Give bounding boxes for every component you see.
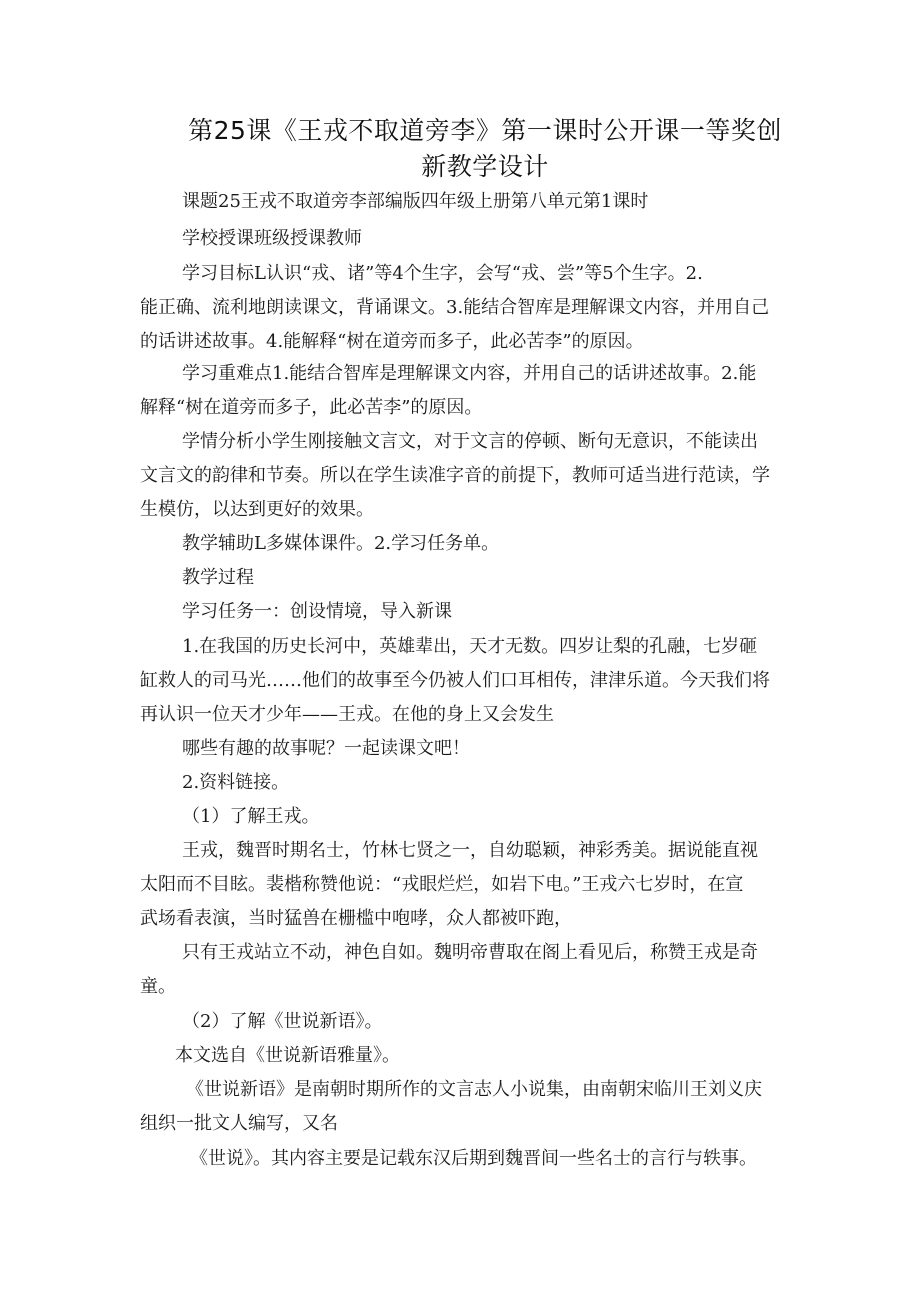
key-points-line: 学习重难点1.能结合智库是理解课文内容，并用自己的话讲述故事。2.能 bbox=[182, 363, 757, 384]
task-heading: 学习任务一：创设情境，导入新课 bbox=[182, 601, 452, 622]
paragraph-line: 再认识一位天才少年——王戎。在他的身上又会发生 bbox=[140, 704, 554, 725]
paragraph-line: 只有王戎站立不动，神色自如。魏明帝曹取在阁上看见后，称赞王戎是奇 bbox=[182, 942, 758, 963]
paragraph-line: 1.在我国的历史长河中，英雄辈出，天才无数。四岁让梨的孔融，七岁砸 bbox=[182, 636, 758, 657]
student-analysis-line: 学情分析小学生刚接触文言文，对于文言的停顿、断句无意识，不能读出 bbox=[182, 431, 758, 452]
paragraph-line: 本文选自《世说新语雅量》。 bbox=[175, 1045, 400, 1066]
paragraph-line: 童。 bbox=[140, 976, 176, 997]
document-title-line-1: 第25课《王戎不取道旁李》第一课时公开课一等奖创 bbox=[188, 116, 782, 145]
teaching-aids-line: 教学辅助L多媒体课件。2.学习任务单。 bbox=[182, 533, 500, 554]
subheading: （1）了解王戎。 bbox=[182, 806, 320, 827]
school-info-line: 学校授课班级授课教师 bbox=[182, 228, 362, 249]
learning-goals-line: 的话讲述故事。4.能解释“树在道旁而多子，此必苦李”的原因。 bbox=[140, 331, 644, 352]
paragraph-line: 缸救人的司马光……他们的故事至今仍被人们口耳相传，津津乐道。今天我们将 bbox=[140, 670, 770, 691]
paragraph-line: 武场看表演，当时猛兽在栅槛中咆哮，众人都被吓跑， bbox=[140, 908, 572, 929]
student-analysis-line: 生模仿，以达到更好的效果。 bbox=[140, 499, 374, 520]
paragraph-line: 组织一批文人编写，又名 bbox=[140, 1113, 338, 1134]
subheading: （2）了解《世说新语》。 bbox=[182, 1011, 383, 1032]
student-analysis-line: 文言文的韵律和节奏。所以在学生读准字音的前提下，教师可适当进行范读，学 bbox=[140, 465, 770, 486]
paragraph-line: 太阳而不目眩。裴楷称赞他说：“戎眼烂烂，如岩下电。”王戎六七岁时，在宣 bbox=[140, 874, 744, 895]
paragraph-line: 《世说新语》是南朝时期所作的文言志人小说集，由南朝宋临川王刘义庆 bbox=[186, 1079, 762, 1100]
learning-goals-line: 能正确、流利地朗读课文，背诵课文。3.能结合智库是理解课文内容，并用自己 bbox=[140, 297, 770, 318]
paragraph-line: 哪些有趣的故事呢？一起读课文吧！ bbox=[182, 738, 470, 759]
paragraph-line: 《世说》。其内容主要是记载东汉后期到魏晋间一些名士的言行与轶事。 bbox=[190, 1148, 757, 1169]
paragraph-line: 王戎，魏晋时期名士，竹林七贤之一，自幼聪颖，神彩秀美。据说能直视 bbox=[182, 840, 758, 861]
subheading: 2.资料链接。 bbox=[182, 772, 290, 793]
document-title-line-2: 新教学设计 bbox=[421, 152, 549, 181]
section-heading: 教学过程 bbox=[182, 567, 254, 588]
key-points-line: 解释“树在道旁而多子，此必苦李”的原因。 bbox=[140, 397, 483, 418]
learning-goals-line: 学习目标L认识“戎、诸”等4个生字，会写“戎、尝”等5个生字。2. bbox=[182, 263, 703, 284]
course-info-line: 课题25王戎不取道旁李部编版四年级上册第八单元第1课时 bbox=[182, 191, 649, 212]
